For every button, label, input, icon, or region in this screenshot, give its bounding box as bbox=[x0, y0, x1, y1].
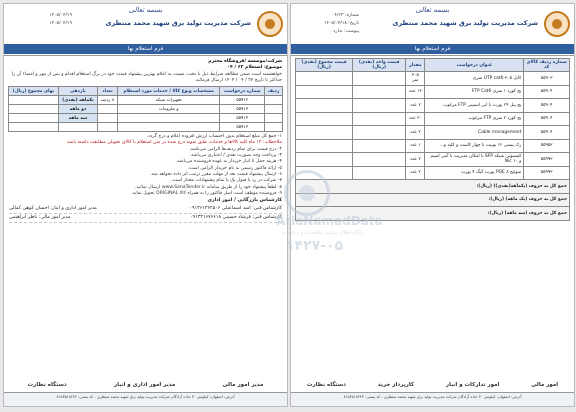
price-cell[interactable] bbox=[9, 114, 59, 123]
document-meta bbox=[10, 12, 72, 28]
condition-item: ۳- پرداخت وجه بصورت نقدی / اعتباری می‌باشد. bbox=[189, 153, 282, 159]
watermark-phone: ۱۴۲۷-۰۵ bbox=[286, 238, 344, 254]
contact-tech: کارشناس فنی: فرشاد حسینی ۰۹۱۳۴۱۶۷۶۶۱۸ bbox=[190, 215, 282, 221]
unit-price-cell[interactable] bbox=[353, 112, 406, 126]
col-header: شماره ردیف کالای کد bbox=[524, 59, 570, 72]
table-row bbox=[9, 123, 283, 132]
item-name: کیستونی شبکه SFP با امکان مدیریت با آنتی اسپم و Nic ۱۰ bbox=[425, 153, 524, 167]
intro-text: خواهشمند است ضمن مطالعه شرایط ذیل با دقت، نسبت به اعلام بهترین پیشنهاد قیمت خود در برگ استعلام اقدام و پس از مهر و امضاء آن را حداکثر تا تاریخ ۲۷ / ۰۴ / ۱۴۰۴ ارسال فرمائید. bbox=[11, 71, 282, 83]
col-header: شماره درخواست bbox=[220, 87, 265, 96]
row-number bbox=[265, 105, 283, 114]
meta-date: ۱۴۰۵/۰۴/۱۹ bbox=[49, 13, 72, 18]
item-name: سوئیچ POE ۸ پورت گیگ ۴ پورت bbox=[425, 166, 524, 180]
signature-label: مدیر امور مالی bbox=[222, 382, 264, 388]
table-row bbox=[9, 114, 283, 123]
price-cell[interactable] bbox=[9, 123, 59, 132]
item-quantity: ۱ عدد bbox=[406, 139, 425, 153]
condition-item: ۲- درج قیمت برای تمام ردیف‌ها الزامی می‌باشد. bbox=[189, 146, 282, 152]
payment-term: سه ماهه bbox=[58, 114, 97, 123]
request-number: ۵۵۹۱۲ bbox=[220, 96, 265, 105]
total-price-cell[interactable] bbox=[296, 166, 353, 180]
col-header: قیمت واحد (نقدی) (ریال) bbox=[353, 59, 406, 72]
condition-item: ملاحظات: ۱۲ ماه کلیه کالاها و خدمات، طبق نمونه درج شده در متن استعلام با کالای تحویلی مطابقت داشته باشد. bbox=[65, 140, 282, 146]
signature-row bbox=[4, 382, 287, 388]
price-cell[interactable] bbox=[9, 105, 59, 114]
item-count bbox=[98, 123, 118, 132]
total-words[interactable]: جمع کل به حروف (یکماهه(نقدی)) (ریال): bbox=[296, 180, 570, 194]
col-header: عنوان درخواست bbox=[425, 59, 524, 72]
row-number bbox=[265, 114, 283, 123]
total-row bbox=[296, 193, 570, 207]
subject: موضوع: استعلام ۶۳ / ۰۴ bbox=[227, 65, 282, 71]
sheet-header bbox=[291, 4, 574, 56]
item-name: کابل UTP cat6-۳۰۵ متری bbox=[425, 72, 524, 86]
col-header: قیمت مجموع (نقدی) (ریال) bbox=[296, 59, 353, 72]
col-header: تعداد bbox=[98, 87, 118, 96]
condition-item: ۴- هزینه حمل تا انبار خریدار به عهده فروشنده می‌باشد. bbox=[175, 159, 282, 165]
form-title: فرم استعلام بها bbox=[4, 44, 287, 54]
total-price-cell[interactable] bbox=[296, 99, 353, 113]
company-logo-icon bbox=[257, 11, 283, 37]
watermark-brand: AriaNamadData bbox=[276, 214, 383, 228]
total-price-cell[interactable] bbox=[296, 72, 353, 86]
item-code: ۵۵۹۰۳ bbox=[524, 72, 570, 86]
contacts-block bbox=[4, 197, 287, 223]
signature-label: امور مالی bbox=[531, 382, 559, 388]
item-code: ۵۵۹۵۳ bbox=[524, 139, 570, 153]
signature-row bbox=[291, 382, 574, 388]
unit-price-cell[interactable] bbox=[353, 126, 406, 140]
payment-term: یکماهه (نقدی) bbox=[58, 96, 97, 105]
unit-price-cell[interactable] bbox=[353, 99, 406, 113]
unit-price-cell[interactable] bbox=[353, 85, 406, 99]
condition-item: ۶- ارسال پیشنهاد قیمت بعد از مهلت مقرر ترتیب اثر داده نخواهد شد. bbox=[149, 171, 282, 177]
condition-item: ۹- فروشنده موظف است اصل فاکتور را به همراه کالا ORIGINAL تحویل نماید. bbox=[131, 190, 282, 196]
inquiry-items-sheet bbox=[290, 3, 575, 407]
table-row bbox=[296, 153, 570, 167]
signature-label: مدیر امور اداری و انبار bbox=[113, 382, 176, 388]
item-count: ۸ ردیف bbox=[98, 96, 118, 105]
meta-date: تاریخ: ۱۴۰۵/۰۴/۱۸ bbox=[324, 21, 359, 26]
total-row bbox=[296, 180, 570, 194]
table-row bbox=[296, 166, 570, 180]
addressee: شرکت/موسسه /فروشگاه محترم bbox=[208, 59, 282, 64]
watermark-subtitle: پایگاه اطلاع رسانی مناقصات و مزایدات bbox=[282, 230, 365, 236]
total-price-cell[interactable] bbox=[296, 112, 353, 126]
request-number: ۵۵۹۱۳ bbox=[220, 105, 265, 114]
bismillah: بسمه تعالی bbox=[415, 6, 450, 14]
total-price-cell[interactable] bbox=[296, 126, 353, 140]
item-quantity: ۲۰ عدد bbox=[406, 112, 425, 126]
sheet-header bbox=[4, 4, 287, 56]
unit-price-cell[interactable] bbox=[353, 139, 406, 153]
items-table bbox=[295, 58, 570, 221]
address-footer: آدرس: اصفهان، کیلومتر ۳۰ جاده آزادگان شرکت مدیریت تولید برق شهید محمد منتظری - کد پستی: ۸۱۵۳۵۱۸۴۴۳ bbox=[291, 392, 574, 406]
bismillah: بسمه تعالی bbox=[128, 6, 163, 14]
total-price-cell[interactable] bbox=[296, 85, 353, 99]
signature-label: امور تدارکات و انبار bbox=[445, 382, 500, 388]
row-number bbox=[265, 123, 283, 132]
condition-item: ۵- ارائه فاکتور رسمی به نام خریدار الزامی است. bbox=[187, 165, 282, 171]
item-name: پچ کورد ۱ متری FTP Cat6 bbox=[425, 85, 524, 99]
addressee-block bbox=[4, 59, 287, 84]
table-row bbox=[9, 105, 283, 114]
item-quantity: ۲ عدد bbox=[406, 153, 425, 167]
unit-price-cell[interactable] bbox=[353, 72, 406, 86]
col-header: بهای مجموع (ریال) bbox=[9, 87, 59, 96]
table-row bbox=[296, 126, 570, 140]
contact-row bbox=[9, 214, 282, 223]
item-description bbox=[117, 123, 219, 132]
conditions-list bbox=[4, 134, 287, 197]
col-header: ردیف bbox=[265, 87, 283, 96]
item-quantity: ۱۲ عدد bbox=[406, 85, 425, 99]
meta-number: شماره: ۰۴/۶۳ bbox=[332, 13, 359, 18]
table-row bbox=[296, 72, 570, 86]
inquiry-terms-sheet bbox=[3, 3, 288, 407]
total-price-cell[interactable] bbox=[296, 139, 353, 153]
form-title: فرم استعلام بها bbox=[291, 44, 574, 54]
meta-date: ۱۴۰۵/۰۴/۱۹ bbox=[49, 21, 72, 26]
item-name: پچ پنل ۲۴ پورت با ابی استینی FTP مرغوب bbox=[425, 99, 524, 113]
summary-table bbox=[8, 86, 283, 132]
item-description: و ملزومات bbox=[117, 105, 219, 114]
price-cell[interactable] bbox=[9, 96, 59, 105]
company-name: شرکت مدیریت تولید برق شهید محمد منتظری bbox=[105, 19, 251, 27]
item-count bbox=[98, 114, 118, 123]
table-row bbox=[296, 112, 570, 126]
item-name: Cable management bbox=[425, 126, 524, 140]
condition-item: ۸- لطفاً پیشنهاد خود را از طریق سامانه www.SanaTender.ir ارسال نمائید. bbox=[134, 184, 282, 190]
document-meta bbox=[297, 12, 359, 36]
company-logo-icon bbox=[544, 11, 570, 37]
table-row bbox=[296, 99, 570, 113]
item-count bbox=[98, 105, 118, 114]
item-quantity: ۲ عدد bbox=[406, 166, 425, 180]
item-code: ۵۵۹۰۴ bbox=[524, 85, 570, 99]
table-row bbox=[296, 85, 570, 99]
item-name: پچ کورد ۲ متری FTP مرغوب bbox=[425, 112, 524, 126]
company-name: شرکت مدیریت تولید برق شهید محمد منتظری bbox=[392, 19, 538, 27]
signature-label: دستگاه نظارت bbox=[27, 382, 67, 388]
col-header: مشخصات ونوع کالا / خدمات مورد استعلام bbox=[117, 87, 219, 96]
unit-price-cell[interactable] bbox=[353, 166, 406, 180]
address-footer: آدرس: اصفهان، کیلومتر ۳۰ جاده آزادگان شرکت مدیریت تولید برق شهید محمد منتظری - کد پستی: ۸۱۵۳۵۱۸۴۴۳ bbox=[4, 392, 287, 406]
meta-attachment: پیوست: ندارد bbox=[333, 29, 359, 34]
signature-label: دستگاه نظارت bbox=[306, 382, 347, 388]
row-number bbox=[265, 96, 283, 105]
payment-term: دو ماهه bbox=[58, 105, 97, 114]
contact-tech: کارشناس فنی: امید اسماعیلی ۰۹۱۳۶۱۳۶۲۵۰۶ bbox=[189, 206, 282, 212]
item-quantity: ۲ عدد bbox=[406, 126, 425, 140]
contact-label: کارشناس بازرگانی / امور اداری bbox=[207, 198, 282, 204]
request-number: ۵۵۹۱۴ bbox=[220, 114, 265, 123]
item-name: رک پشتی ۱۲ یونیت با چهار کاست و کلید و... bbox=[425, 139, 524, 153]
unit-price-cell[interactable] bbox=[353, 153, 406, 167]
total-row bbox=[296, 207, 570, 221]
empty-cell bbox=[58, 123, 97, 132]
item-code: ۵۵۹۹۳ bbox=[524, 166, 570, 180]
item-quantity: ۲ عدد bbox=[406, 99, 425, 113]
item-code: ۵۵۹۰۴ bbox=[524, 99, 570, 113]
item-description bbox=[117, 114, 219, 123]
contact-row bbox=[9, 205, 282, 214]
total-price-cell[interactable] bbox=[296, 153, 353, 167]
contact-admin: مدیر امور مالی: ناظر ابراهیمی bbox=[9, 215, 71, 221]
item-code: ۵۵۹۰۴ bbox=[524, 126, 570, 140]
item-quantity: ۳۰۵ متر bbox=[406, 72, 425, 86]
request-number: ۵۵۹۱۳ bbox=[220, 123, 265, 132]
item-code: ۵۵۹۰۴ bbox=[524, 112, 570, 126]
condition-item: ۷- شرکت در رد یا قبول یک یا تمام پیشنهادات مختار است. bbox=[171, 178, 282, 184]
contact-admin: مدیر امور اداری و انبار: احسان کوهی کمالی bbox=[9, 206, 97, 212]
total-words[interactable]: جمع کل به حروف (سه ماهه) (ریال): bbox=[296, 207, 570, 221]
signature-label: کارپرداز خرید bbox=[377, 382, 415, 388]
item-description: تجهیزات شبکه bbox=[117, 96, 219, 105]
col-header: بازدهی bbox=[58, 87, 97, 96]
total-words[interactable]: جمع کل به حروف (یک ماهه) (ریال): bbox=[296, 193, 570, 207]
col-header: مقدار bbox=[406, 59, 425, 72]
table-row bbox=[296, 139, 570, 153]
condition-item: ۱- جمع کل مبلغ استعلام بدون احتساب ارزش افزوده اعلام و درج گردد. bbox=[146, 134, 282, 140]
table-row bbox=[9, 96, 283, 105]
item-code: ۵۵۹۹۳ bbox=[524, 153, 570, 167]
